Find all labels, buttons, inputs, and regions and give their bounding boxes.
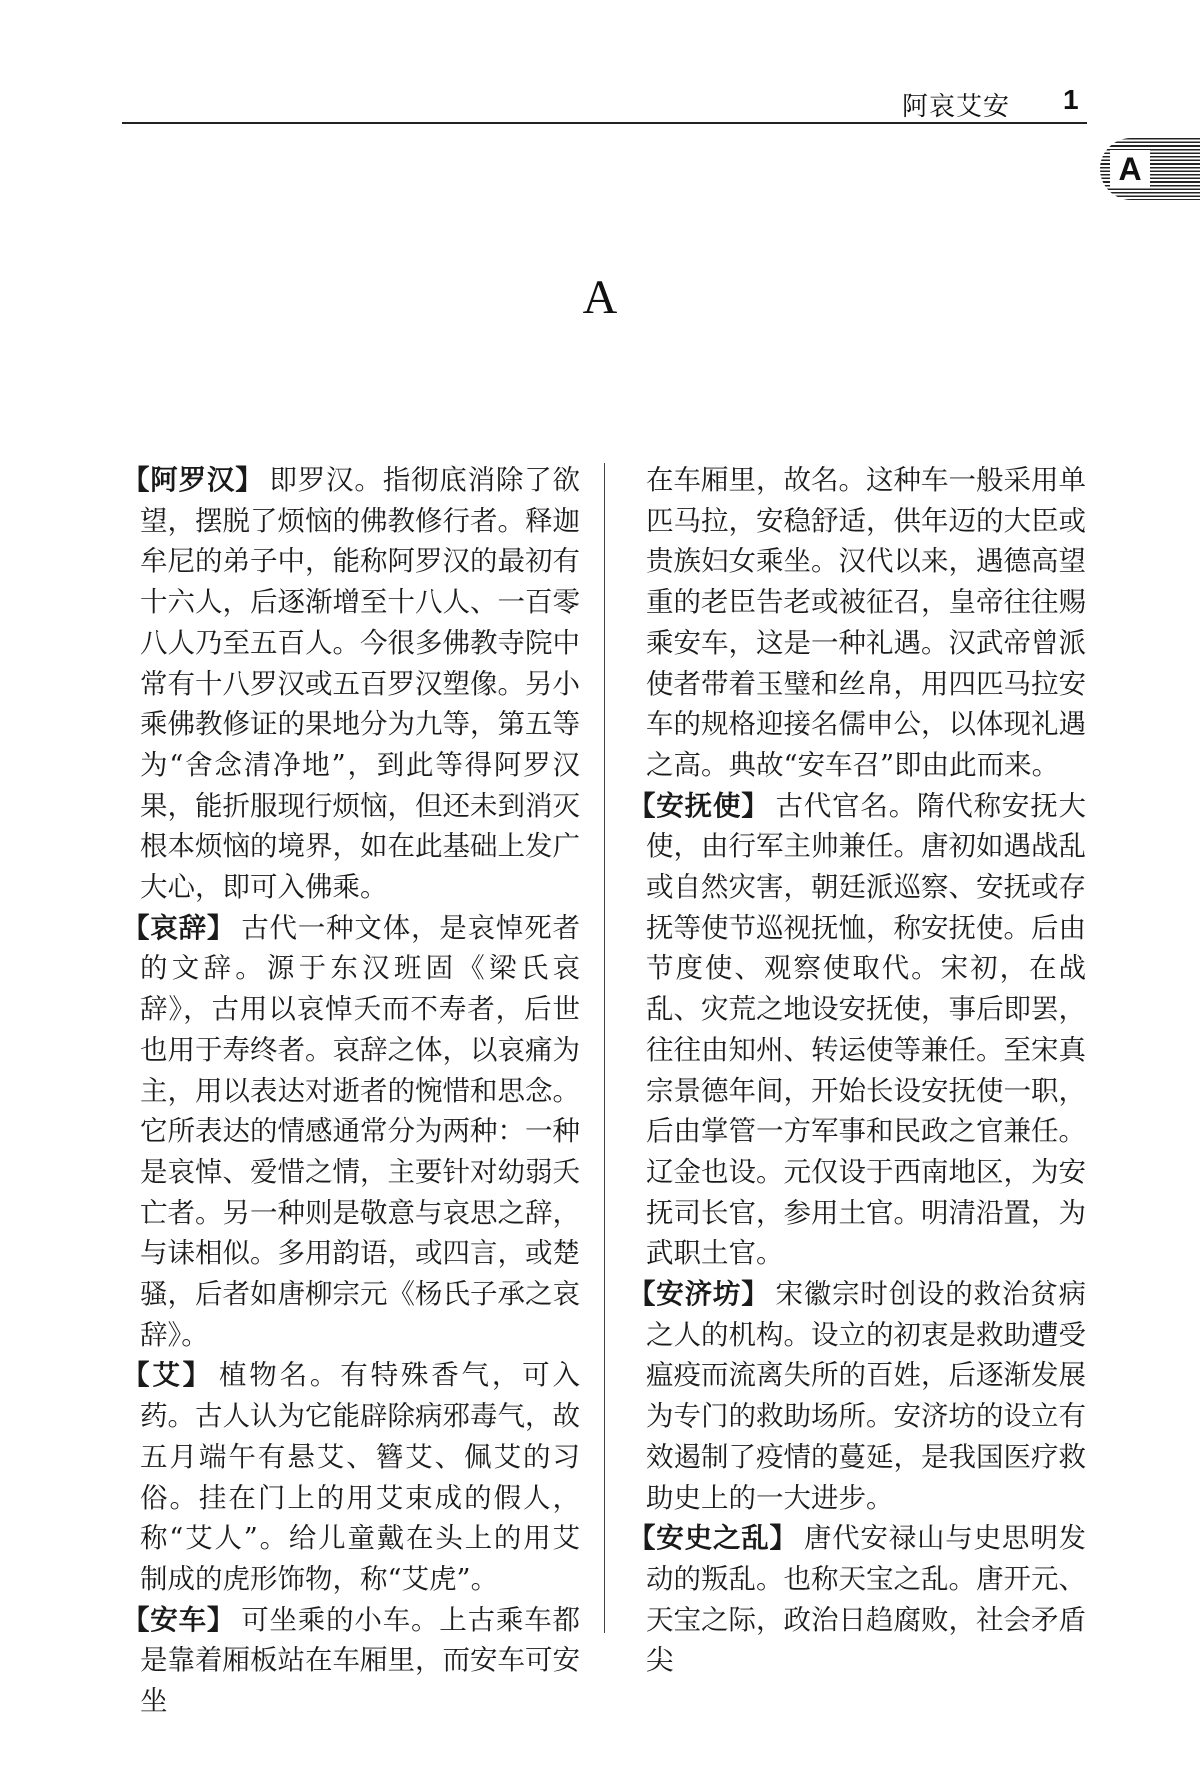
entry-headword: 【安济坊】 bbox=[628, 1278, 770, 1311]
entry-definition: 即罗汉。指彻底消除了欲望，摆脱了烦恼的佛教修行者。释迦牟尼的弟子中，能称阿罗汉的最初有十六人，后逐渐增至十八人、一百零八人乃至五百人。今很多佛教寺院中常有十八罗汉或五百罗汉塑像。另小乘佛教修证的果地分为九等，第五等为“舍念清净地”，到此等得阿罗汉果，能折服现行烦恼，但还未到消灭根本烦恼的境界，如在此基础上发广大心，即可入佛乘。 bbox=[140, 464, 580, 904]
header-rule bbox=[122, 122, 1087, 124]
dictionary-entry bbox=[122, 1600, 580, 1722]
dictionary-entry bbox=[628, 786, 1086, 1274]
entry-definition: 古代官名。隋代称安抚大使，由行军主帅兼任。唐初如遇战乱或自然灾害，朝廷派巡察、安抚或存抚等使节巡视抚恤，称安抚使。后由节度使、观察使取代。宋初，在战乱、灾荒之地设安抚使，事后即罢，往往由知州、转运使等兼任。至宋真宗景德年间，开始长设安抚使一职，后由掌管一方军事和民政之官兼任。辽金也设。元仅设于西南地区，为安抚司长官，参用土官。明清沿置，为武职土官。 bbox=[646, 789, 1086, 1270]
section-heading: A bbox=[582, 271, 618, 324]
entry-continuation: 在车厢里，故名。这种车一般采用单匹马拉，安稳舒适，供年迈的大臣或贵族妇女乘坐。汉代以来，遇德高望重的老臣告老或被征召，皇帝往往赐乘安车，这是一种礼遇。汉武帝曾派使者带着玉璧和丝帛，用四匹马拉安车的规格迎接名儒申公，以体现礼遇之高。典故“安车召”即由此而来。 bbox=[646, 464, 1086, 781]
thumb-index-tab bbox=[1100, 138, 1200, 200]
entry-definition: 唐代安禄山与史思明发动的叛乱。也称天宝之乱。唐开元、天宝之际，政治日趋腐败，社会矛盾尖 bbox=[646, 1522, 1087, 1677]
entry-headword: 【安抚使】 bbox=[628, 789, 770, 822]
page-number: 1 bbox=[1063, 84, 1079, 115]
left-column bbox=[122, 460, 580, 1722]
entry-headword: 【艾】 bbox=[122, 1359, 213, 1392]
entry-headword: 【安史之乱】 bbox=[628, 1522, 798, 1555]
thumb-index-letter: A bbox=[1110, 150, 1150, 188]
right-column bbox=[628, 460, 1086, 1681]
entry-headword: 【安车】 bbox=[122, 1603, 236, 1636]
entry-definition: 宋徽宗时创设的救治贫病之人的机构。设立的初衷是救助遭受瘟疫而流离失所的百姓，后逐渐发展为专门的救助场所。安济坊的设立有效遏制了疫情的蔓延，是我国医疗救助史上的一大进步。 bbox=[646, 1278, 1086, 1514]
entry-definition: 植物名。有特殊香气，可入药。古人认为它能辟除病邪毒气，故五月端午有悬艾、簪艾、佩艾的习俗。挂在门上的用艾束成的假人，称“艾人”。给儿童戴在头上的用艾制成的虎形饰物，称“艾虎”。 bbox=[140, 1359, 581, 1595]
column-divider bbox=[604, 463, 605, 1633]
running-header-title: 阿哀艾安 bbox=[901, 92, 1010, 122]
entry-definition: 古代一种文体，是哀悼死者的文辞。源于东汉班固《梁氏哀辞》，古用以哀悼夭而不寿者，后世也用于寿终者。哀辞之体，以哀痛为主，用以表达对逝者的惋惜和思念。它所表达的情感通常分为两种：一种是哀悼、爱惜之情，主要针对幼弱夭亡者。另一种则是敬意与哀思之辞，与诔相似。多用韵语，或四言，或楚骚，后者如唐柳宗元《杨氏子承之哀辞》。 bbox=[140, 911, 581, 1351]
entry-headword: 【阿罗汉】 bbox=[122, 464, 264, 496]
entry-headword: 【哀辞】 bbox=[122, 911, 236, 944]
dictionary-entry bbox=[122, 1355, 580, 1599]
dictionary-entry bbox=[628, 1274, 1086, 1518]
entry-definition: 可坐乘的小车。上古乘车都是靠着厢板站在车厢里，而安车可安坐 bbox=[140, 1603, 581, 1718]
dictionary-entry bbox=[122, 460, 580, 908]
dictionary-entry bbox=[628, 1518, 1086, 1681]
dictionary-entry bbox=[122, 908, 580, 1356]
